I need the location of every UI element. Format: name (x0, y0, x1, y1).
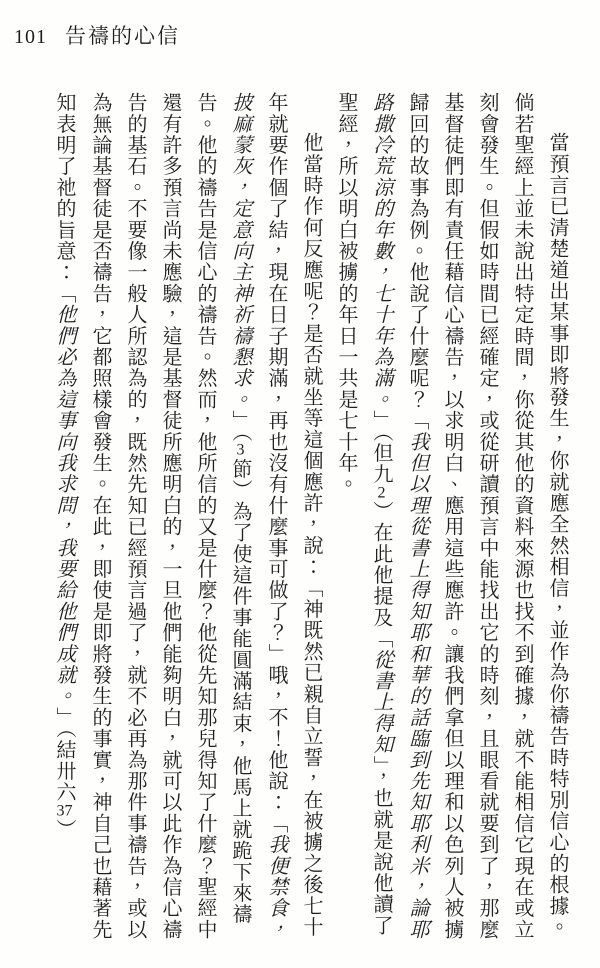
scripture-quote: 我但以理從書上得知耶和華的話臨到先知耶利米，論耶路撒冷荒涼的年數，七十年為滿。 (370, 92, 428, 941)
text-segment: 」（ (229, 410, 251, 443)
text-segment: 」，也就是說他讀了聖經，所以明白被擄的年日一共是七十年。 (335, 92, 392, 937)
text-segment: ）在此他提及「 (370, 500, 392, 650)
text-segment: 」（結卅六 (53, 706, 75, 803)
scripture-quote: 從書上得知 (370, 649, 392, 756)
paragraph (328, 92, 574, 944)
page-number: 101 (14, 26, 47, 48)
inline-number: 2 (377, 484, 386, 501)
inline-number: 3 (236, 442, 245, 459)
body-text (46, 92, 574, 944)
running-title: 告禱的心信 (65, 24, 180, 48)
paragraph (46, 92, 328, 944)
scripture-quote: 我便禁食，披麻蒙灰，定意向主神祈禱懇求。 (229, 92, 287, 940)
scripture-quote: 他們必為這事向我求問，我要給他們成就。 (53, 304, 75, 707)
text-segment: ） (53, 818, 75, 841)
text-segment: 他當時作何反應呢？是否就坐等這個應許，說：「神既然已親自立誓，在被擄之後七十年就要作個了結，現在日子期滿，再也沒有什麼事可做了？」哦，不！他說：「 (265, 92, 322, 938)
text-segment: 節）為了使這件事能圓滿結束，他馬上就跪下來禱告。他的禱告是信心的禱告。然而，他所信的又是什麼？他從先知那兒得知了什麼？聖經中還有許多預言尚未應驗，這是基督徒所應明白的，一旦他們能夠明白，就可以此作為信心禱告的基石。不要像一般人所認為的，既然先知已經預言過了，就不必再為那件事禱告，或以為無論基督徒是否禱告，它都照樣會發生。在此，即使是即將發生的事實，神自己也藉著先知表明了祂的旨意：「 (53, 92, 251, 940)
inline-number: 37 (56, 802, 73, 819)
page-header (14, 20, 180, 50)
text-segment: 當預言已清楚道出某事即將發生，你就應全然相信，並作為你禱告時特別信心的根據。倘若聖經上並未說出特定時間，你從其他的資料來源也找不到確據，就不能相信它現在或立刻會發生。但假如時間已經確定，或從研讀預言中能找出它的時刻，且眼看就要到了，那麼基督徒們即有責任藉信心禱告，以求明白、應用這些應許。讓我們拿但以理和以色列人被擄歸回的故事為例。他說了什麼呢？「 (406, 92, 568, 940)
text-segment: 」（但九 (370, 410, 392, 485)
